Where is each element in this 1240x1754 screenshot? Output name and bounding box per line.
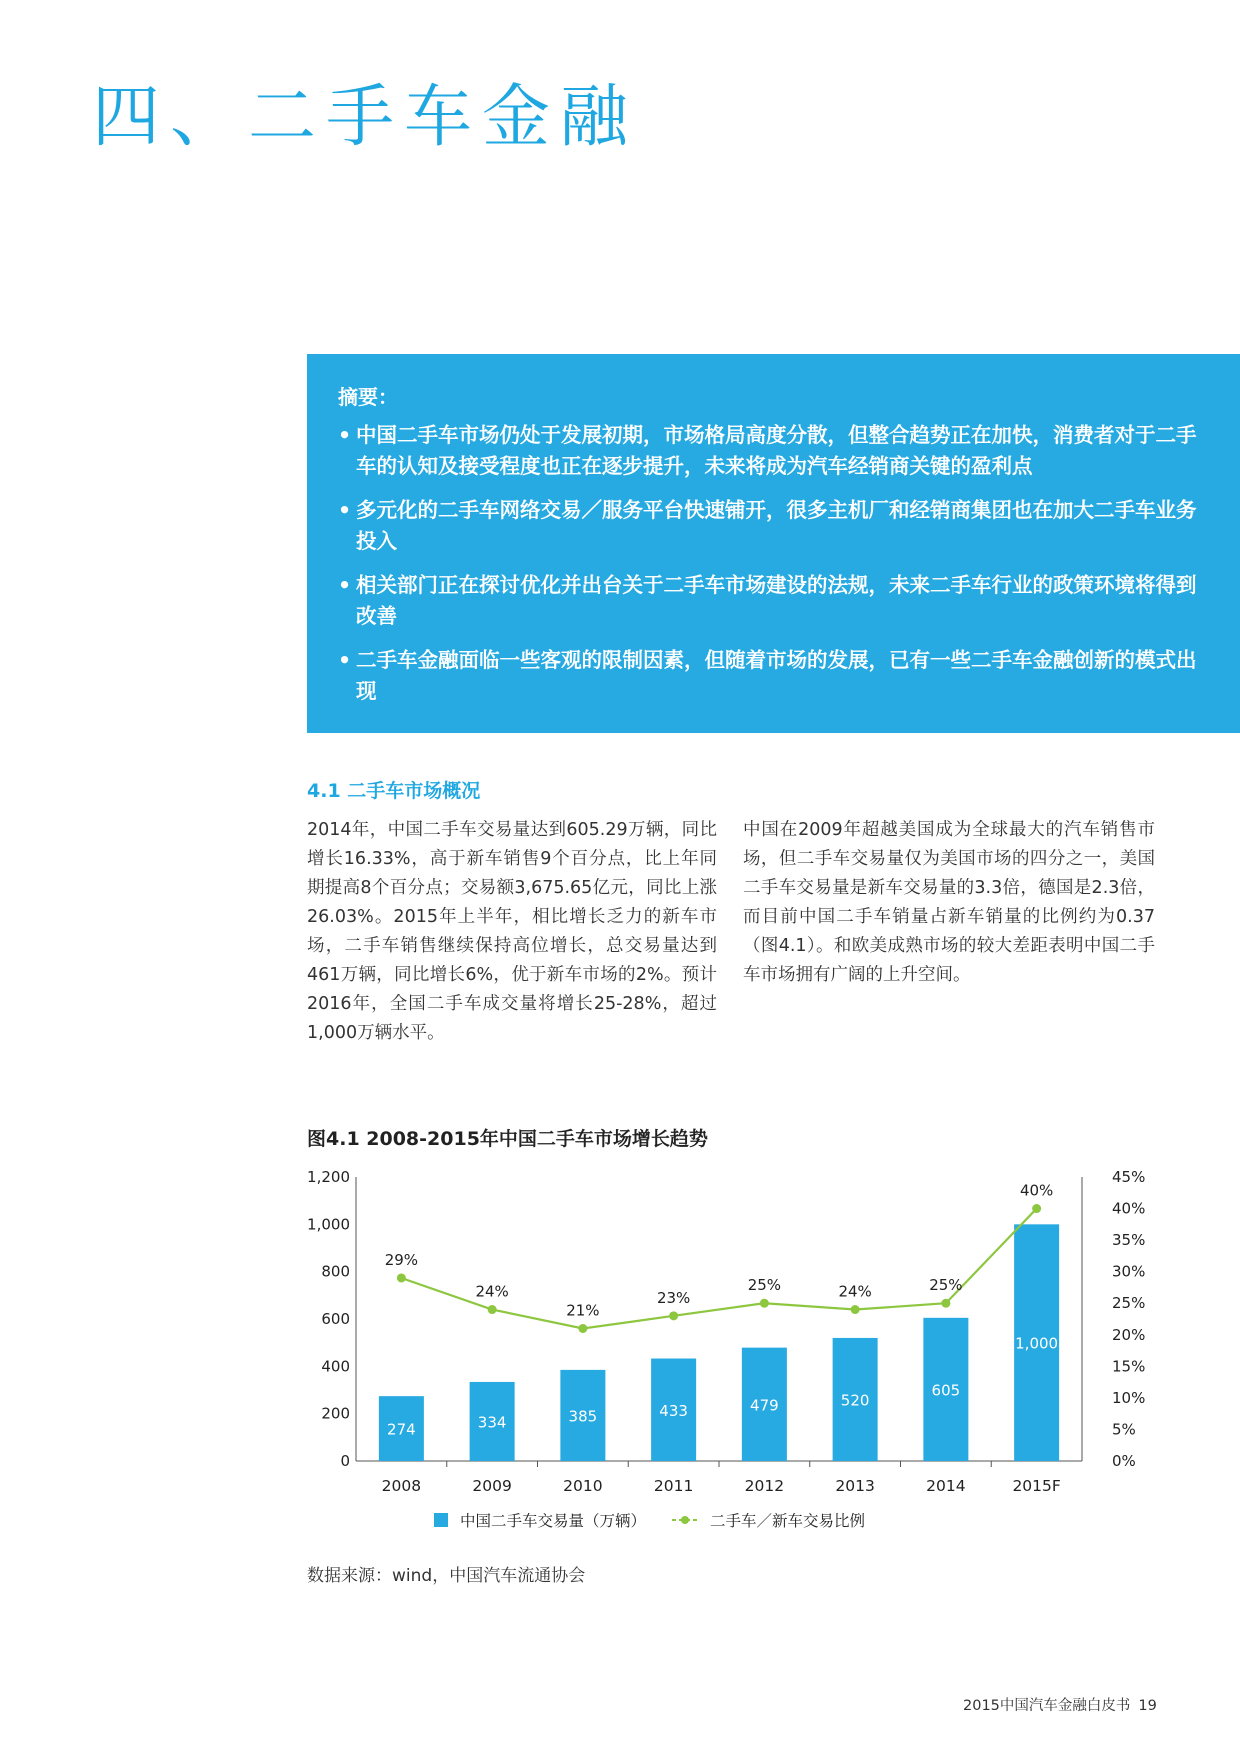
ratio-label: 21%: [566, 1301, 600, 1320]
ratio-point: [760, 1299, 769, 1308]
ratio-label: 25%: [747, 1276, 782, 1295]
x-tick-label: 2011: [653, 1477, 694, 1495]
summary-item: [338, 570, 1198, 632]
summary-box: [307, 354, 1240, 733]
y2-tick-label: 5%: [1112, 1420, 1136, 1439]
bar-value-label: 433: [659, 1401, 688, 1420]
chapter-title: 四、二手车金融: [92, 78, 639, 157]
page-footer: [963, 1694, 1157, 1715]
y2-tick-label: 40%: [1112, 1199, 1146, 1218]
ratio-label: 40%: [1019, 1181, 1054, 1200]
bar-value-label: 605: [931, 1381, 961, 1400]
section-title: 4.1 二手车市场概况: [307, 780, 481, 802]
x-tick-label: 2014: [926, 1477, 966, 1495]
y-tick-label: 1,200: [307, 1168, 350, 1186]
y-tick-label: 800: [321, 1262, 350, 1281]
bar-value-label: 274: [387, 1420, 416, 1439]
y2-tick-label: 25%: [1112, 1294, 1146, 1313]
legend-line-marker: [681, 1516, 689, 1524]
body-paragraph-left: 2014年，中国二手车交易量达到605.29万辆，同比增长16.33%，高于新车销售9个百分点，比上年同期提高8个百分点；交易额3,675.65亿元，同比上涨26.03%。2015年上半年，相比增长乏力的新车市场，二手车销售继续保持高位增长，总交易量达到461万辆，同比增长6%，优于新车市场的2%。预计2016年，全国二手车成交量将增长25-28%，超过1,000万辆水平。: [307, 820, 717, 1043]
ratio-label: 29%: [384, 1250, 419, 1269]
bullet-icon: •: [338, 498, 352, 522]
ratio-label: 25%: [929, 1276, 963, 1295]
y-tick-label: 400: [321, 1357, 350, 1376]
body-paragraph-right: 中国在2009年超越美国成为全球最大的汽车销售市场，但二手车交易量仅为美国市场的四分之一，美国二手车交易量是新车交易量的3.3倍，德国是2.3倍，而目前中国二手车销量占新车销量的比例约为0.37（图4.1）。和欧美成熟市场的较大差距表明中国二手车市场拥有广阔的上升空间。: [743, 820, 1155, 985]
ratio-point: [397, 1273, 406, 1282]
summary-item-text: 中国二手车市场仍处于发展初期，市场格局高度分散，但整合趋势正在加快，消费者对于二手车的认知及接受程度也正在逐步提升，未来将成为汽车经销商关键的盈利点: [356, 423, 1197, 478]
bar-value-label: 385: [568, 1407, 598, 1426]
summary-item: [338, 645, 1198, 707]
summary-item-text: 相关部门正在探讨优化并出台关于二手车市场建设的法规，未来二手车行业的政策环境将得到改善: [356, 573, 1197, 628]
bar-value-label: 334: [477, 1413, 507, 1432]
y2-tick-label: 20%: [1112, 1325, 1146, 1344]
y2-tick-label: 10%: [1112, 1388, 1146, 1407]
bar-value-label: 1,000: [1015, 1334, 1059, 1353]
summary-item: [338, 495, 1198, 557]
ratio-point: [941, 1299, 950, 1308]
ratio-line: [401, 1209, 1036, 1329]
y2-tick-label: 30%: [1112, 1262, 1146, 1281]
y-tick-label: 200: [321, 1404, 350, 1423]
bullet-icon: •: [338, 423, 352, 447]
bullet-icon: •: [338, 648, 352, 672]
summary-item-text: 多元化的二手车网络交易／服务平台快速铺开，很多主机厂和经销商集团也在加大二手车业务投入: [356, 498, 1197, 553]
page-number: 19: [1138, 1698, 1157, 1714]
y-tick-label: 0: [340, 1452, 350, 1470]
summary-item-text: 二手车金融面临一些客观的限制因素，但随着市场的发展，已有一些二手车金融创新的模式出现: [356, 648, 1197, 703]
bar-value-label: 479: [750, 1396, 779, 1415]
legend-bar-label: 中国二手车交易量（万辆）: [460, 1512, 647, 1530]
x-tick-label: 2009: [472, 1477, 512, 1495]
x-tick-label: 2013: [835, 1477, 875, 1495]
y-tick-label: 1,000: [307, 1215, 350, 1234]
ratio-label: 24%: [475, 1282, 509, 1301]
y2-tick-label: 0%: [1112, 1452, 1136, 1470]
legend-line-label: 二手车／新车交易比例: [710, 1512, 866, 1530]
source-note: 数据来源：wind，中国汽车流通协会: [307, 1566, 586, 1586]
footer-title: 2015中国汽车金融白皮书: [963, 1698, 1131, 1714]
summary-list: [338, 420, 1198, 720]
x-tick-label: 2010: [563, 1477, 603, 1495]
summary-heading: 摘要：: [338, 385, 398, 409]
ratio-label: 23%: [656, 1288, 691, 1307]
ratio-point: [1032, 1204, 1041, 1213]
bar-value-label: 520: [840, 1391, 870, 1410]
ratio-point: [669, 1311, 678, 1320]
legend-bar-swatch: [434, 1513, 448, 1527]
x-tick-label: 2008: [381, 1477, 422, 1495]
summary-item: [338, 420, 1198, 482]
y2-tick-label: 45%: [1112, 1168, 1146, 1186]
x-tick-label: 2015F: [1012, 1477, 1061, 1495]
y2-tick-label: 35%: [1112, 1231, 1146, 1250]
ratio-point: [578, 1324, 587, 1333]
y2-tick-label: 15%: [1112, 1357, 1146, 1376]
figure-title: 图4.1 2008-2015年中国二手车市场增长趋势: [307, 1128, 708, 1150]
ratio-label: 24%: [838, 1282, 872, 1301]
bullet-icon: •: [338, 573, 352, 597]
ratio-point: [488, 1305, 497, 1314]
chart: [300, 1160, 1180, 1550]
y-tick-label: 600: [321, 1310, 350, 1328]
x-tick-label: 2012: [744, 1477, 785, 1495]
ratio-point: [851, 1305, 860, 1314]
